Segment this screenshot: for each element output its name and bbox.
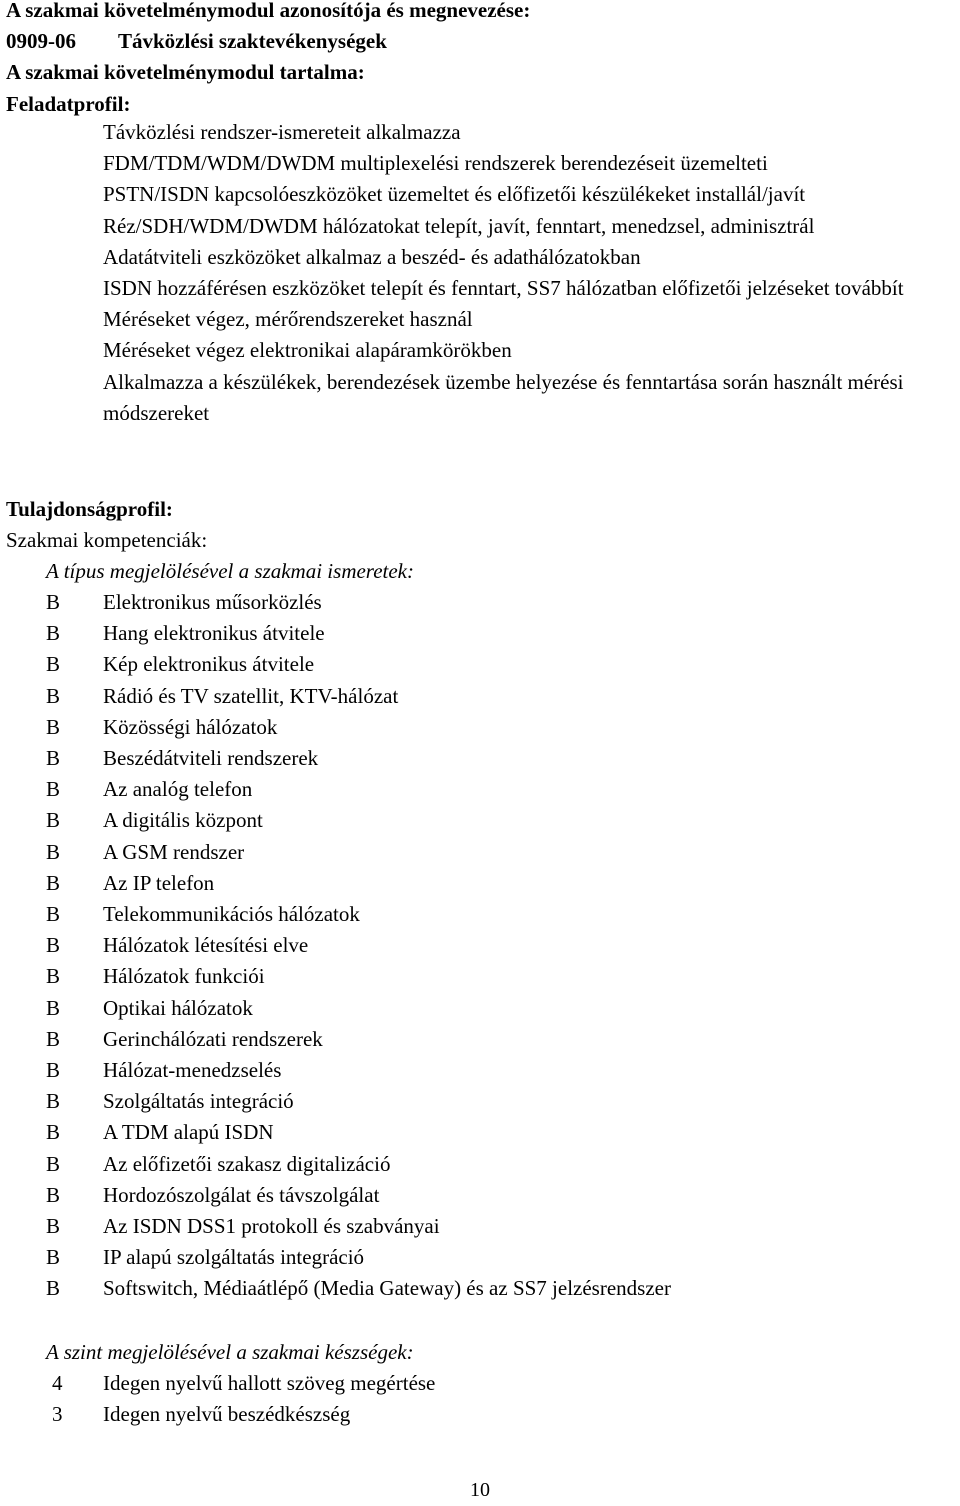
knowledge-text: Az ISDN DSS1 protokoll és szabványai [103, 1214, 440, 1239]
knowledge-text: Az analóg telefon [103, 777, 253, 802]
task-item: Méréseket végez elektronikai alapáramkörökben [103, 338, 512, 363]
knowledge-text: Softswitch, Médiaátlépő (Media Gateway) és az SS7 jelzésrendszer [103, 1276, 671, 1301]
knowledge-grade: B [46, 1214, 61, 1239]
knowledge-grade: B [46, 995, 61, 1020]
skills-heading: A szint megjelölésével a szakmai készségek: [46, 1340, 414, 1364]
task-item: ISDN hozzáférésen eszközöket telepít és fenntart, SS7 hálózatban előfizetői jelzéseket továbbít [103, 276, 904, 301]
task-profile-heading: Feladatprofil: [6, 91, 131, 116]
knowledge-row [46, 930, 946, 961]
knowledge-grade: B [46, 621, 61, 646]
knowledge-row [46, 774, 946, 805]
module-heading: A szakmai követelménymodul azonosítója és megnevezése: [6, 0, 531, 22]
knowledge-row [46, 1180, 946, 1211]
module-id: 0909-06 [6, 29, 76, 54]
task-item: PSTN/ISDN kapcsolóeszközöket üzemeltet és előfizetői készülékeket installál/javít [103, 182, 806, 207]
knowledge-grade: B [46, 1058, 61, 1083]
knowledge-grade: B [46, 777, 61, 802]
knowledge-grade: B [46, 839, 61, 864]
task-item: Távközlési rendszer-ismereteit alkalmazza [103, 120, 461, 144]
knowledge-text: A TDM alapú ISDN [103, 1120, 274, 1145]
competence-label: Szakmai kompetenciák: [6, 528, 208, 552]
knowledge-text: Közösségi hálózatok [103, 714, 278, 739]
knowledge-grade: B [46, 652, 61, 677]
knowledge-row [46, 837, 946, 868]
knowledge-text: A GSM rendszer [103, 839, 245, 864]
knowledge-row [46, 868, 946, 899]
knowledge-grade: B [46, 964, 61, 989]
knowledge-row [46, 805, 946, 836]
knowledge-text: Hordozószolgálat és távszolgálat [103, 1182, 380, 1207]
knowledge-grade: B [46, 870, 61, 895]
knowledge-row [46, 899, 946, 930]
knowledge-row [46, 743, 946, 774]
knowledge-text: Elektronikus műsorközlés [103, 590, 322, 614]
knowledge-row [46, 1117, 946, 1148]
knowledge-grade: B [46, 1276, 61, 1301]
skill-row [46, 1368, 946, 1399]
knowledge-grade: B [46, 746, 61, 771]
property-profile-heading: Tulajdonságprofil: [6, 497, 173, 521]
knowledge-row [46, 649, 946, 680]
knowledge-grade: B [46, 1151, 61, 1176]
knowledge-grade: B [46, 683, 61, 708]
skill-text: Idegen nyelvű hallott szöveg megértése [103, 1371, 436, 1395]
knowledge-grade: B [46, 1182, 61, 1207]
knowledge-row [46, 1024, 946, 1055]
knowledge-text: Hang elektronikus átvitele [103, 621, 325, 646]
knowledge-grade: B [46, 1120, 61, 1145]
knowledge-grade: B [46, 1245, 61, 1270]
knowledge-text: Hálózatok funkciói [103, 964, 265, 989]
knowledge-row [46, 587, 946, 618]
skill-text: Idegen nyelvű beszédkészség [103, 1402, 351, 1427]
module-id-line [6, 26, 956, 57]
knowledge-grade: B [46, 590, 61, 614]
module-name: Távközlési szaktevékenységek [118, 29, 387, 54]
content-heading: A szakmai követelménymodul tartalma: [6, 60, 365, 85]
knowledge-grade: B [46, 714, 61, 739]
skill-level: 4 [52, 1371, 63, 1395]
knowledge-row [46, 618, 946, 649]
skills-list [46, 1368, 946, 1430]
task-item: Méréseket végez, mérőrendszereket használ [103, 307, 473, 332]
knowledge-text: Rádió és TV szatellit, KTV-hálózat [103, 683, 399, 708]
knowledge-text: Szolgáltatás integráció [103, 1089, 294, 1114]
knowledge-row [46, 1055, 946, 1086]
task-item: FDM/TDM/WDM/DWDM multiplexelési rendszerek berendezéseit üzemelteti [103, 151, 768, 176]
knowledge-grade: B [46, 902, 61, 927]
knowledge-text: Az előfizetői szakasz digitalizáció [103, 1151, 391, 1176]
knowledge-row [46, 1273, 946, 1304]
knowledge-text: Az IP telefon [103, 870, 215, 895]
knowledge-row [46, 1242, 946, 1273]
knowledge-row [46, 712, 946, 743]
task-list [103, 117, 958, 429]
knowledge-row [46, 961, 946, 992]
knowledge-grade: B [46, 933, 61, 958]
knowledge-row [46, 1211, 946, 1242]
knowledge-text: Telekommunikációs hálózatok [103, 902, 360, 927]
skill-row [46, 1399, 946, 1430]
knowledge-text: Gerinchálózati rendszerek [103, 1026, 323, 1051]
knowledge-grade: B [46, 808, 61, 833]
knowledge-row [46, 1149, 946, 1180]
task-item: Réz/SDH/WDM/DWDM hálózatokat telepít, javít, fenntart, menedzsel, adminisztrál [103, 213, 815, 238]
knowledge-text: Hálózat-menedzselés [103, 1058, 282, 1083]
task-item: Adatátviteli eszközöket alkalmaz a beszéd- és adathálózatokban [103, 244, 641, 269]
task-item: Alkalmazza a készülékek, berendezések üzembe helyezése és fenntartása során használt mérési módszereket [103, 369, 904, 425]
knowledge-row [46, 681, 946, 712]
knowledge-text: Hálózatok létesítési elve [103, 933, 309, 958]
knowledge-heading: A típus megjelölésével a szakmai ismeretek: [46, 559, 414, 583]
knowledge-text: Beszédátviteli rendszerek [103, 746, 319, 771]
module-header [6, 0, 956, 120]
knowledge-text: Kép elektronikus átvitele [103, 652, 315, 677]
knowledge-grade: B [46, 1026, 61, 1051]
knowledge-text: IP alapú szolgáltatás integráció [103, 1245, 365, 1270]
knowledge-text: Optikai hálózatok [103, 995, 253, 1020]
knowledge-list [46, 587, 946, 1305]
page-number: 10 [470, 1479, 490, 1501]
knowledge-row [46, 993, 946, 1024]
knowledge-text: A digitális központ [103, 808, 263, 833]
skill-level: 3 [52, 1402, 63, 1427]
knowledge-row [46, 1086, 946, 1117]
knowledge-grade: B [46, 1089, 61, 1114]
